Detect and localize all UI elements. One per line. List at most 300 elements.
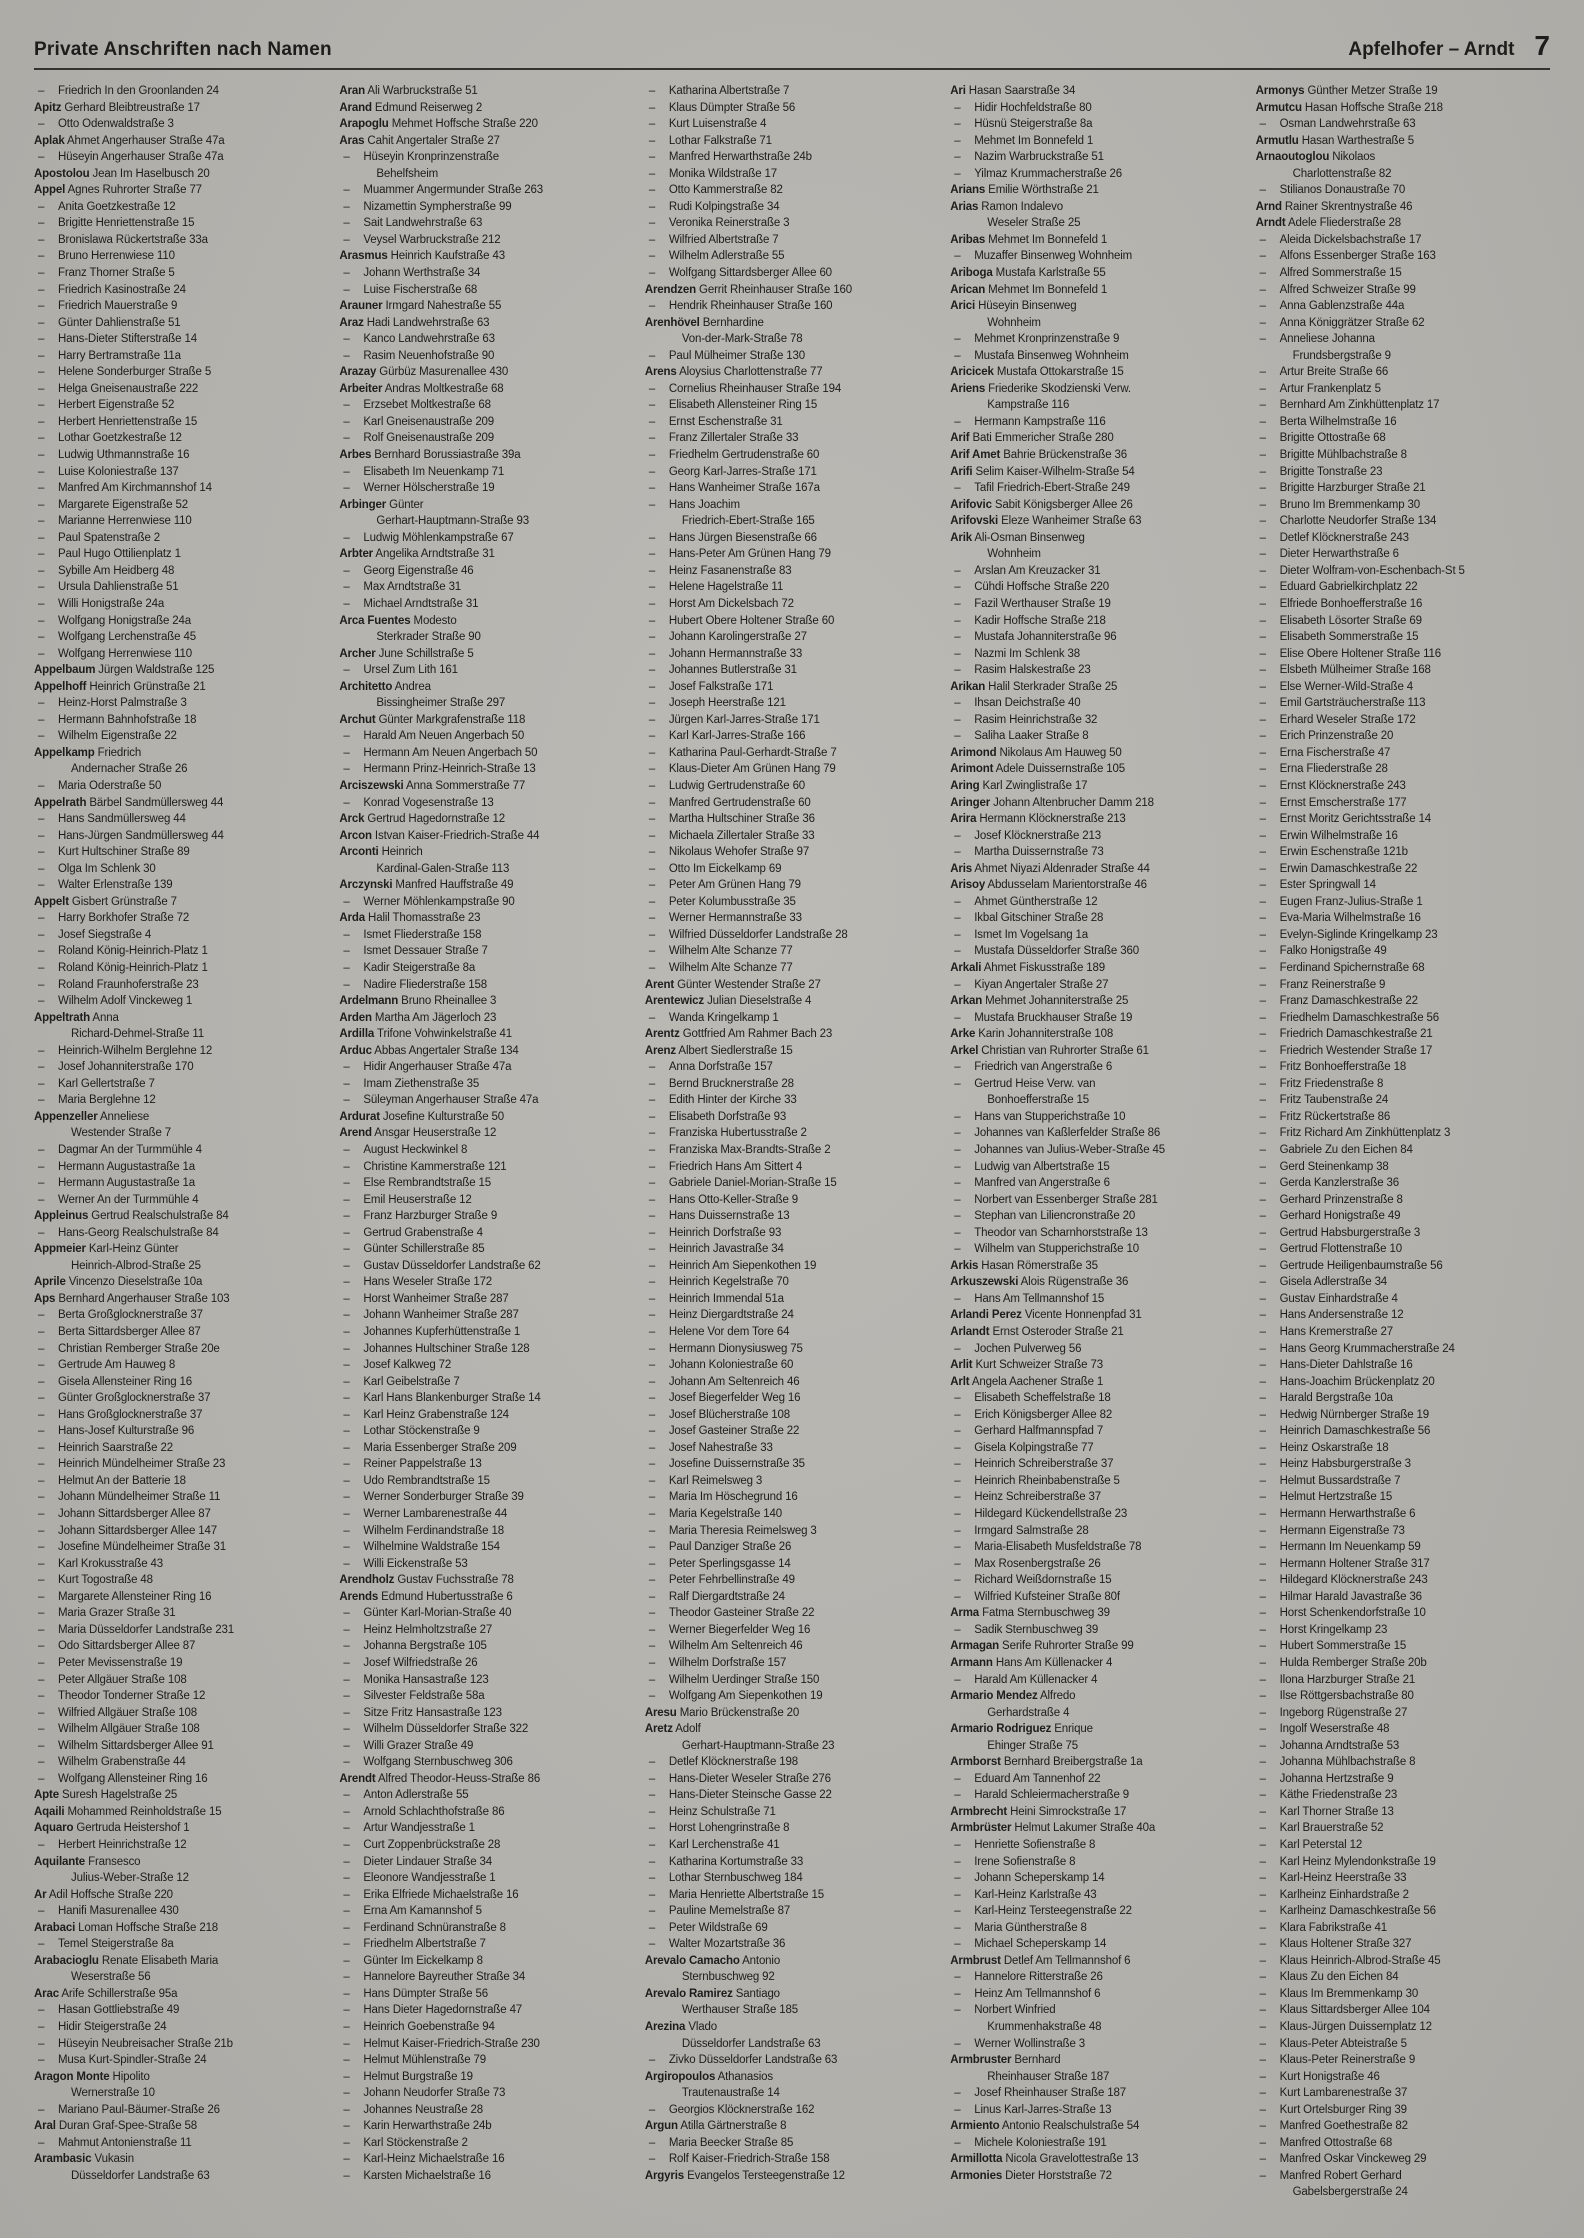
directory-entry [339, 1374, 633, 1391]
entry-main-line: Ardelmann Bruno Rheinallee 3 [339, 995, 497, 1008]
entry-sub-line: – Willi Honigstraße 24a [34, 596, 328, 613]
directory-entry [34, 1804, 328, 1821]
entry-main-line: Aral Duran Graf-Spee-Straße 58 [34, 2120, 197, 2133]
entry-sub-line: – Anna Dorfstraße 157 [645, 1059, 939, 1076]
directory-entry [339, 2036, 633, 2053]
directory-entry [1256, 100, 1550, 117]
entry-wrap-line: Wernerstraße 10 [71, 2087, 155, 2100]
directory-entry [1256, 1920, 1550, 1937]
directory-entry [1256, 2019, 1550, 2036]
directory-entry [339, 1638, 633, 1655]
entry-sub-line: – Ingeborg Rügenstraße 27 [1256, 1705, 1550, 1722]
entry-sub-line: – Temel Steigerstraße 8a [34, 1936, 328, 1953]
entry-sub-line: – Günter Im Eickelkamp 8 [339, 1953, 633, 1970]
entry-sub-line: – Gertrud Habsburgerstraße 3 [1256, 1225, 1550, 1242]
entry-sub-line: – Heinrich Schreiberstraße 37 [950, 1456, 1244, 1473]
entry-main-line: Arevalo Camacho Antonio [644, 1954, 781, 1967]
directory-entry [950, 1771, 1244, 1788]
entry-main-line: Arbter Angelika Arndtstraße 31 [339, 548, 495, 561]
directory-entry [34, 679, 328, 696]
entry-sub-line: – Werner Möhlenkampstraße 90 [339, 894, 633, 911]
entry-sub-line: – Helene Vor dem Tore 64 [645, 1324, 939, 1341]
directory-entry [34, 745, 328, 778]
entry-surname: Appelbaum [34, 664, 96, 677]
directory-entry [950, 695, 1244, 712]
directory-entry [34, 1010, 328, 1043]
directory-entry [339, 1887, 633, 1904]
entry-sub-line: – Margarete Eigenstraße 52 [34, 497, 328, 514]
entry-main-line: Arac Arife Schillerstraße 95a [34, 1987, 178, 2000]
entry-wrap-line: Frundsbergstraße 9 [1292, 349, 1391, 362]
entry-sub-line: – Gertrud Grabenstraße 4 [339, 1225, 633, 1242]
entry-surname: Arac [34, 1987, 59, 2000]
entry-sub-line: – Alfred Schweizer Straße 99 [1256, 282, 1550, 299]
entry-sub-line: – Arslan Am Kreuzacker 31 [950, 563, 1244, 580]
entry-sub-line: – Ferdinand Spichernstraße 68 [1256, 960, 1550, 977]
directory-entry [950, 910, 1244, 927]
directory-entry [339, 1059, 633, 1076]
directory-entry [34, 646, 328, 663]
directory-entry [1256, 447, 1550, 464]
entry-wrap-line: Trautenaustraße 14 [681, 2087, 780, 2100]
directory-entry [34, 795, 328, 812]
directory-entry [34, 1390, 328, 1407]
directory-entry [339, 298, 633, 315]
entry-surname: Armiento [950, 2120, 1000, 2133]
entry-sub-line: – Roland Fraunhoferstraße 23 [34, 977, 328, 994]
entry-surname: Arik [950, 531, 972, 544]
directory-entry [1256, 1010, 1550, 1027]
entry-main-line: Arens Aloysius Charlottenstraße 77 [644, 366, 823, 379]
entry-main-line: Arkel Christian van Ruhrorter Straße 61 [950, 1044, 1149, 1057]
entry-surname: Arends [339, 1590, 379, 1603]
entry-sub-line: – Wilfried Kufsteiner Straße 80f [950, 1589, 1244, 1606]
entry-main-line: Armonies Dieter Horststraße 72 [950, 2169, 1112, 2182]
directory-entry [645, 447, 939, 464]
entry-sub-line: – Jürgen Karl-Jarres-Straße 171 [645, 712, 939, 729]
directory-entry [645, 116, 939, 133]
directory-entry [1256, 2135, 1550, 2152]
directory-entry [1256, 1059, 1550, 1076]
directory-entry [339, 894, 633, 911]
entry-sub-line: – Ilse Röttgersbachstraße 80 [1256, 1688, 1550, 1705]
directory-entry [1256, 1837, 1550, 1854]
directory-entry [1256, 1423, 1550, 1440]
entry-main-line: Arican Mehmet Im Bonnefeld 1 [950, 283, 1108, 296]
directory-entry [950, 1341, 1244, 1358]
entry-sub-line: – Helmut An der Batterie 18 [34, 1473, 328, 1490]
directory-entry [34, 2118, 328, 2135]
directory-entry [34, 513, 328, 530]
directory-entry [339, 1357, 633, 1374]
directory-entry [1256, 1341, 1550, 1358]
entry-surname: Arabacioglu [34, 1954, 99, 1967]
directory-entry [950, 1076, 1244, 1109]
entry-sub-line: – Hans-Dieter Stifterstraße 14 [34, 331, 328, 348]
directory-entry [645, 348, 939, 365]
directory-entry [1256, 1125, 1550, 1142]
entry-main-line: Arbinger Günter [339, 498, 424, 511]
entry-main-line: Arkis Hasan Römerstraße 35 [950, 1259, 1098, 1272]
directory-entry [1256, 530, 1550, 547]
entry-sub-line: – Friedrich Hans Am Sittert 4 [645, 1159, 939, 1176]
directory-entry [645, 364, 939, 381]
entry-sub-line: – Josef Klöcknerstraße 213 [950, 828, 1244, 845]
directory-entry [339, 1539, 633, 1556]
entry-surname: Arczynski [339, 879, 393, 892]
directory-entry [1256, 877, 1550, 894]
directory-entry [645, 1903, 939, 1920]
directory-entry [34, 910, 328, 927]
entry-main-line: Ardilla Trifone Vohwinkelstraße 41 [339, 1028, 513, 1041]
directory-entry [339, 2069, 633, 2086]
entry-sub-line: – Hermann Augustastraße 1a [34, 1159, 328, 1176]
entry-main-line: Arbeiter Andras Moltkestraße 68 [339, 382, 504, 395]
directory-entry [645, 695, 939, 712]
entry-sub-line: – Heinz Schulstraße 71 [645, 1804, 939, 1821]
directory-entry [34, 1672, 328, 1689]
entry-sub-line: – Edith Hinter der Kirche 33 [645, 1092, 939, 1109]
directory-entry [34, 1489, 328, 1506]
entry-surname: Arikan [950, 680, 986, 693]
entry-main-line: Ardurat Josefine Kulturstraße 50 [339, 1110, 504, 1123]
entry-main-line: Armutcu Hasan Hoffsche Straße 218 [1255, 101, 1443, 114]
directory-entry [34, 712, 328, 729]
entry-sub-line: – Veysel Warbruckstraße 212 [339, 232, 633, 249]
directory-entry [339, 1754, 633, 1771]
directory-entry [950, 761, 1244, 778]
directory-entry [950, 1506, 1244, 1523]
entry-sub-line: – Herbert Henriettenstraße 15 [34, 414, 328, 431]
entry-sub-line: – Klaus-Dieter Am Grünen Hang 79 [645, 761, 939, 778]
entry-surname: Aragon Monte [34, 2070, 110, 2083]
entry-main-line: Aretz Adolf [644, 1723, 701, 1736]
directory-entry [950, 993, 1244, 1010]
entry-sub-line: – Helene Hagelstraße 11 [645, 579, 939, 596]
entry-sub-line: – Lothar Sternbuschweg 184 [645, 1870, 939, 1887]
entry-sub-line: – Helene Sonderburger Straße 5 [34, 364, 328, 381]
directory-entry [339, 1159, 633, 1176]
entry-sub-line: – Berta Sittardsberger Allee 87 [34, 1324, 328, 1341]
entry-surname: Arent [644, 978, 675, 991]
entry-main-line: Arndt Adele Fliederstraße 28 [1255, 217, 1401, 230]
entry-sub-line: – Katharina Albertstraße 7 [645, 83, 939, 100]
directory-entry [645, 83, 939, 100]
entry-main-line: Arabaci Loman Hoffsche Straße 218 [34, 1921, 219, 1934]
directory-entry [645, 232, 939, 249]
directory-entry [1256, 861, 1550, 878]
directory-entry [1256, 1225, 1550, 1242]
directory-entry [1256, 2118, 1550, 2135]
entry-sub-line: – Gerhard Honigstraße 49 [1256, 1208, 1550, 1225]
entry-main-line: Arciszewski Anna Sommerstraße 77 [339, 779, 526, 792]
directory-entry [645, 1258, 939, 1275]
entry-sub-line: – Karl Thorner Straße 13 [1256, 1804, 1550, 1821]
entry-sub-line: – Helmut Bussardstraße 7 [1256, 1473, 1550, 1490]
directory-entry [339, 1672, 633, 1689]
directory-entry [645, 1291, 939, 1308]
entry-surname: Arendzen [644, 283, 697, 296]
entry-sub-line: – Emil Gartsträucherstraße 113 [1256, 695, 1550, 712]
entry-surname: Ardelmann [339, 995, 399, 1008]
directory-entry [339, 1787, 633, 1804]
directory-entry [34, 414, 328, 431]
entry-main-line: Aragon Monte Hipolito [34, 2070, 150, 2083]
directory-entry [645, 414, 939, 431]
directory-entry [645, 2052, 939, 2069]
entry-surname: Arens [644, 366, 677, 379]
entry-sub-line: – Werner Hölscherstraße 19 [339, 480, 633, 497]
directory-entry [34, 166, 328, 183]
directory-entry [1256, 629, 1550, 646]
entry-sub-line: – Marianne Herrenwiese 110 [34, 513, 328, 530]
entry-wrap-line: Kardinal-Galen-Straße 113 [376, 862, 510, 875]
directory-entry [950, 1605, 1244, 1622]
directory-entry [950, 166, 1244, 183]
directory-entry [34, 464, 328, 481]
entry-sub-line: – Hermann Bahnhofstraße 18 [34, 712, 328, 729]
directory-entry [1256, 1903, 1550, 1920]
directory-entry [645, 2102, 939, 2119]
directory-entry [645, 149, 939, 166]
directory-entry [339, 149, 633, 182]
entry-sub-line: – Wilhelm Sittardsberger Allee 91 [34, 1738, 328, 1755]
directory-entry [34, 662, 328, 679]
directory-entry [339, 331, 633, 348]
entry-surname: Arbinger [339, 498, 387, 511]
entry-sub-line: – Friedhelm Gertrudenstraße 60 [645, 447, 939, 464]
directory-entry [1256, 1539, 1550, 1556]
directory-entry [1256, 1324, 1550, 1341]
entry-sub-line: – Erika Elfriede Michaelstraße 16 [339, 1887, 633, 1904]
directory-entry [645, 1589, 939, 1606]
entry-sub-line: – Bernhard Am Zinkhüttenplatz 17 [1256, 397, 1550, 414]
entry-sub-line: – Alfred Sommerstraße 15 [1256, 265, 1550, 282]
directory-entry [1256, 2151, 1550, 2168]
directory-entry [1256, 1258, 1550, 1275]
entry-sub-line: – Odo Sittardsberger Allee 87 [34, 1638, 328, 1655]
directory-entry [1256, 149, 1550, 182]
entry-sub-line: – Gisela Allensteiner Ring 16 [34, 1374, 328, 1391]
entry-sub-line: – Michael Scheperskamp 14 [950, 1936, 1244, 1953]
entry-main-line: Armario Rodriguez Enrique [950, 1723, 1093, 1736]
entry-sub-line: – Werner Sonderburger Straße 39 [339, 1489, 633, 1506]
entry-surname: Arma [950, 1607, 980, 1620]
entry-sub-line: – Helmut Kaiser-Friedrich-Straße 230 [339, 2036, 633, 2053]
entry-sub-line: – Nizamettin Sympherstraße 99 [339, 199, 633, 216]
entry-main-line: Arand Edmund Reiserweg 2 [339, 101, 483, 114]
entry-sub-line: – Irmgard Salmstraße 28 [950, 1523, 1244, 1540]
entry-main-line: Appelbaum Jürgen Waldstraße 125 [34, 664, 215, 677]
entry-main-line: Arisoy Abdusselam Marientorstraße 46 [950, 879, 1147, 892]
entry-main-line: Appel Agnes Ruhrorter Straße 77 [34, 184, 202, 197]
entry-sub-line: – Anna Gablenzstraße 44a [1256, 298, 1550, 315]
entry-sub-line: – Hüseyin Angerhauser Straße 47a [34, 149, 328, 166]
entry-surname: Arenhövel [644, 316, 700, 329]
directory-entry [950, 2118, 1244, 2135]
directory-entry [645, 1920, 939, 1937]
entry-surname: Arlit [950, 1359, 973, 1372]
entry-sub-line: – Stilianos Donaustraße 70 [1256, 182, 1550, 199]
entry-sub-line: – Wolfgang Honigstraße 24a [34, 613, 328, 630]
entry-sub-line: – Günter Dahlienstraße 51 [34, 315, 328, 332]
entry-sub-line: – Irene Sofienstraße 8 [950, 1854, 1244, 1871]
entry-sub-line: – Kadir Hoffsche Straße 218 [950, 613, 1244, 630]
directory-entry [645, 712, 939, 729]
entry-sub-line: – Elisabeth Allensteiner Ring 15 [645, 397, 939, 414]
directory-entry [1256, 2102, 1550, 2119]
entry-sub-line: – Gertrud Flottenstraße 10 [1256, 1241, 1550, 1258]
entry-sub-line: – Hans van Stupperichstraße 10 [950, 1109, 1244, 1126]
entry-sub-line: – Wilhelm Eigenstraße 22 [34, 728, 328, 745]
entry-sub-line: – Erich Prinzenstraße 20 [1256, 728, 1550, 745]
directory-entry [339, 265, 633, 282]
entry-sub-line: – Karl Peterstal 12 [1256, 1837, 1550, 1854]
entry-sub-line: – Luise Koloniestraße 137 [34, 464, 328, 481]
entry-surname: Arda [339, 912, 366, 925]
entry-main-line: Aris Ahmet Niyazi Aldenrader Straße 44 [950, 862, 1150, 875]
directory-entry [1256, 83, 1550, 100]
directory-entry [339, 1969, 633, 1986]
entry-sub-line: – Eduard Gabrielkirchplatz 22 [1256, 579, 1550, 596]
entry-sub-line: – Wilhelm Adolf Vinckeweg 1 [34, 993, 328, 1010]
directory-entry [1256, 1109, 1550, 1126]
directory-entry [950, 977, 1244, 994]
entry-sub-line: – Kurt Lambarenestraße 37 [1256, 2085, 1550, 2102]
entry-sub-line: – Karsten Michaelstraße 16 [339, 2168, 633, 2185]
entry-sub-line: – Yilmaz Krummacherstraße 26 [950, 166, 1244, 183]
directory-entry [645, 1192, 939, 1209]
directory-entry [645, 248, 939, 265]
entry-surname: Armonys [1255, 85, 1305, 97]
entry-sub-line: – Fritz Friedenstraße 8 [1256, 1076, 1550, 1093]
directory-entry [1256, 795, 1550, 812]
directory-entry [950, 1969, 1244, 1986]
directory-entry [950, 1407, 1244, 1424]
directory-entry [1256, 1159, 1550, 1176]
page-number: 7 [1534, 30, 1550, 61]
entry-main-line: Arca Fuentes Modesto [339, 614, 457, 627]
directory-entry [1256, 265, 1550, 282]
entry-surname: Aribas [950, 233, 986, 246]
entry-sub-line: – Bruno Im Bremmenkamp 30 [1256, 497, 1550, 514]
entry-sub-line: – Hannelore Ritterstraße 26 [950, 1969, 1244, 1986]
directory-entry [950, 1043, 1244, 1060]
entry-sub-line: – Musa Kurt-Spindler-Straße 24 [34, 2052, 328, 2069]
entry-surname: Arden [339, 1011, 372, 1024]
directory-entry [950, 248, 1244, 265]
entry-surname: Armbrust [950, 1954, 1001, 1967]
directory-entry [1256, 480, 1550, 497]
entry-surname: Ardurat [339, 1110, 380, 1123]
entry-sub-line: – Wanda Kringelkamp 1 [645, 1010, 939, 1027]
entry-main-line: Appmeier Karl-Heinz Günter [34, 1243, 179, 1256]
entry-sub-line: – Sitze Fritz Hansastraße 123 [339, 1705, 633, 1722]
directory-entry [1256, 1605, 1550, 1622]
directory-entry [339, 1523, 633, 1540]
entry-surname: Aringer [950, 796, 991, 809]
directory-entry [34, 1357, 328, 1374]
directory-entry [34, 927, 328, 944]
entry-surname: Arca Fuentes [339, 614, 411, 627]
entry-sub-line: – Friedrich Damaschkestraße 21 [1256, 1026, 1550, 1043]
directory-entry [1256, 1688, 1550, 1705]
directory-entry [34, 1374, 328, 1391]
entry-sub-line: – Ludwig Gertrudenstraße 60 [645, 778, 939, 795]
directory-entry [34, 298, 328, 315]
entry-sub-line: – Elfriede Bonhoefferstraße 16 [1256, 596, 1550, 613]
entry-surname: Ari [950, 85, 966, 97]
directory-entry [645, 1142, 939, 1159]
directory-entry [34, 943, 328, 960]
entry-sub-line: – Rasim Halskestraße 23 [950, 662, 1244, 679]
entry-sub-line: – Josef Rheinhauser Straße 187 [950, 2085, 1244, 2102]
directory-entry [645, 993, 939, 1010]
entry-sub-line: – Wilhelm Grabenstraße 44 [34, 1754, 328, 1771]
directory-entry [34, 1837, 328, 1854]
entry-main-line: Araz Hadi Landwehrstraße 63 [339, 316, 490, 329]
entry-sub-line: – Charlotte Neudorfer Straße 134 [1256, 513, 1550, 530]
entry-sub-line: – Kiyan Angertaler Straße 27 [950, 977, 1244, 994]
entry-sub-line: – Ingolf Weserstraße 48 [1256, 1721, 1550, 1738]
entry-sub-line: – Detlef Klöcknerstraße 198 [645, 1754, 939, 1771]
entry-sub-line: – Hans-Dieter Dahlstraße 16 [1256, 1357, 1550, 1374]
entry-surname: Ardilla [339, 1028, 375, 1041]
entry-sub-line: – Karin Herwarthstraße 24b [339, 2118, 633, 2135]
entry-main-line: Arezina Vlado [644, 2020, 718, 2033]
entry-sub-line: – Fazil Werthauser Straße 19 [950, 596, 1244, 613]
entry-main-line: Arentz Gottfried Am Rahmer Bach 23 [644, 1028, 833, 1041]
entry-sub-line: – Wolfgang Sittardsberger Allee 60 [645, 265, 939, 282]
directory-entry [1256, 1986, 1550, 2003]
entry-surname: Appelrath [34, 796, 87, 809]
directory-entry [645, 960, 939, 977]
directory-entry [950, 298, 1244, 331]
entry-surname: Armbrüster [950, 1822, 1012, 1835]
directory-entry [950, 563, 1244, 580]
directory-entry [339, 480, 633, 497]
directory-entry [339, 315, 633, 332]
directory-entry [645, 1688, 939, 1705]
entry-sub-line: – Paul Danziger Straße 26 [645, 1539, 939, 1556]
directory-entry [1256, 1870, 1550, 1887]
entry-sub-line: – Wilfried Düsseldorfer Landstraße 28 [645, 927, 939, 944]
directory-entry [1256, 679, 1550, 696]
directory-entry [1256, 1969, 1550, 1986]
entry-main-line: Arabacioglu Renate Elisabeth Maria [34, 1954, 219, 1967]
entry-sub-line: – Johannes van Kaßlerfelder Straße 86 [950, 1125, 1244, 1142]
directory-entry [1256, 232, 1550, 249]
entry-surname: Armillotta [950, 2153, 1003, 2166]
directory-entry [339, 1076, 633, 1093]
directory-entry [339, 2135, 633, 2152]
entry-main-line: Aras Cahit Angertaler Straße 27 [339, 134, 500, 147]
entry-main-line: Armbrust Detlef Am Tellmannshof 6 [950, 1954, 1131, 1967]
entry-sub-line: – Klaus-Jürgen Duissernplatz 12 [1256, 2019, 1550, 2036]
directory-entry [34, 265, 328, 282]
directory-entry [950, 414, 1244, 431]
directory-entry [1256, 1291, 1550, 1308]
entry-sub-line: – Franz Reinerstraße 9 [1256, 977, 1550, 994]
entry-surname: Armbrecht [950, 1805, 1008, 1818]
directory-entry [950, 1192, 1244, 1209]
directory-entry [645, 1026, 939, 1043]
entry-sub-line: – Ludwig Möhlenkampstraße 67 [339, 530, 633, 547]
directory-entry [339, 1655, 633, 1672]
directory-entry [645, 2019, 939, 2052]
directory-entry [645, 1705, 939, 1722]
directory-entry [339, 215, 633, 232]
